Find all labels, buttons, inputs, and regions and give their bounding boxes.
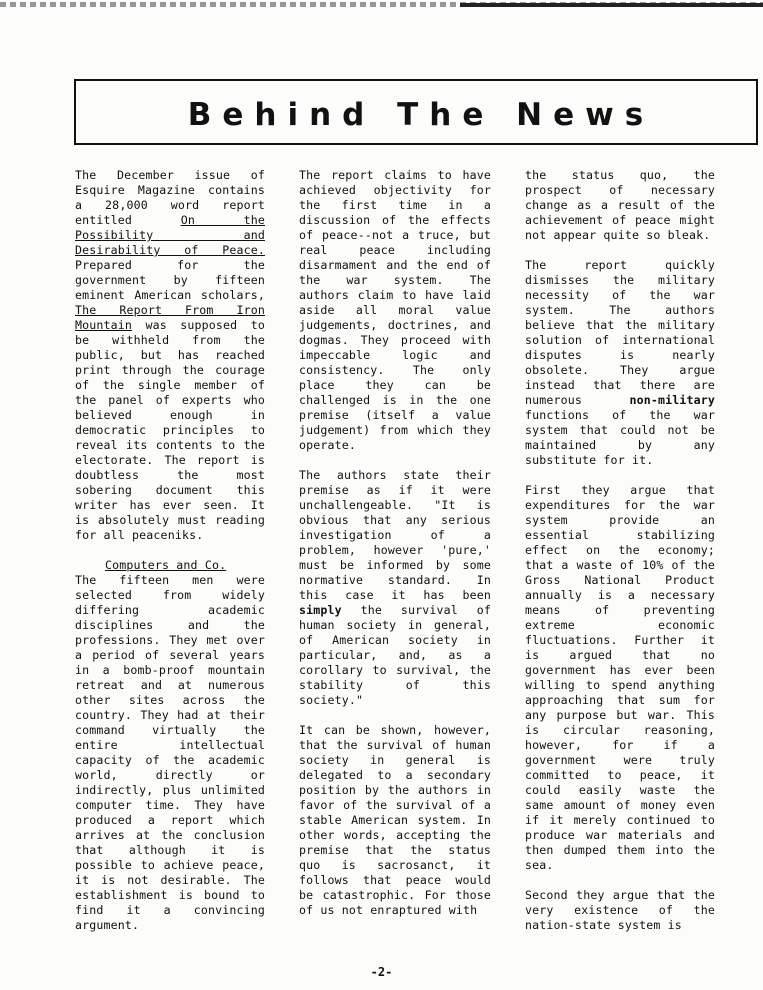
- column-1: [75, 168, 265, 933]
- paragraph-text: functions of the war system that could not be maintained by any substitute for it.: [525, 408, 715, 467]
- column-3: [525, 168, 715, 933]
- column-2: [299, 168, 491, 918]
- subheading: Computers and Co.: [105, 558, 227, 572]
- paragraph-text: was supposed to be withheld from the public, but has reached print through the courage of the single member of the panel of experts who believed enough in democratic principles to reveal its contents to the electorate. The report is doubtless the most sobering document this writer has ever seen. It is absolutely must reading for all peaceniks.: [75, 318, 265, 542]
- paragraph: First they argue that expenditures for the war system provide an essential stabilizing effect on the economy; that a waste of 10% of the Gross National Product annually is a necessary means of preventing extreme economic fluctuations. Further it is argued that no government has ever been willing to spend anything approaching that sum for any purpose but war. This is circular reasoning, however, for if a government were truly committed to peace, it could easily waste the same amount of money even if it merely continued to produce war materials and then dumped them into the sea.: [525, 483, 715, 872]
- emphasis-text: simply: [299, 603, 342, 617]
- report-title: The Report From Iron Mountain: [75, 303, 265, 332]
- paragraph-text: the survival of human society in general, of American society in particular, and, as a corollary to survival, the stability of this society.": [299, 603, 491, 707]
- paragraph: [525, 258, 715, 468]
- article-title: On the Possibility and Desirability of Peace.: [75, 213, 266, 257]
- paragraph: The report claims to have achieved objectivity for the first time in a discussion of the effects of peace--not a truce, but real peace including disarmament and the end of the war system. The authors claim to have laid aside all moral value judgements, doctrines, and dogmas. They proceed with impeccable logic and consistency. The only place they can be challenged is in the one premise (itself a value judgement) from which they operate.: [299, 168, 491, 452]
- page-number: -2-: [370, 965, 393, 979]
- top-solid-rule: [460, 3, 763, 7]
- paragraph-text: Prepared for the government by fifteen eminent American scholars,: [75, 258, 265, 302]
- paragraph-text: The authors state their premise as if it were unchallengeable. "It is obvious that any serious investigation of a problem, however 'pure,' must be informed by some normative standard. In this case it has been: [299, 468, 491, 602]
- paragraph: [75, 168, 265, 543]
- paragraph: The fifteen men were selected from widely differing academic disciplines and the professions. They met over a period of several years in a bomb-proof mountain retreat and at numerous other sites across the country. They had at their command virtually the entire intellectual capacity of the academic world, directly or indirectly, plus unlimited computer time. They have produced a report which arrives at the conclusion that although it is possible to achieve peace, it is not desirable. The establishment is bound to find it a convincing argument.: [75, 573, 265, 932]
- paragraph: It can be shown, however, that the survival of human society in general is delegated to a secondary position by the authors in favor of the survival of a stable American system. In other words, accepting the premise that the status quo is sacrosanct, it follows that peace would be catastrophic. For those of us not enraptured with: [299, 723, 491, 917]
- masthead-title: Behind The News: [187, 97, 655, 133]
- paragraph-text: The report quickly dismisses the military necessity of the war system. The authors believe that the military solution of international disputes is nearly obsolete. They argue instead that there are numerous: [525, 258, 715, 407]
- emphasis-text: non-military: [629, 393, 715, 407]
- paragraph-text: The December issue of Esquire Magazine contains a 28,000 word report entitled: [75, 168, 265, 227]
- paragraph: [299, 468, 491, 708]
- paragraph: Second they argue that the very existence of the nation-state system is: [525, 888, 715, 932]
- paragraph: the status quo, the prospect of necessary change as a result of the achievement of peace might not appear quite so bleak.: [525, 168, 715, 242]
